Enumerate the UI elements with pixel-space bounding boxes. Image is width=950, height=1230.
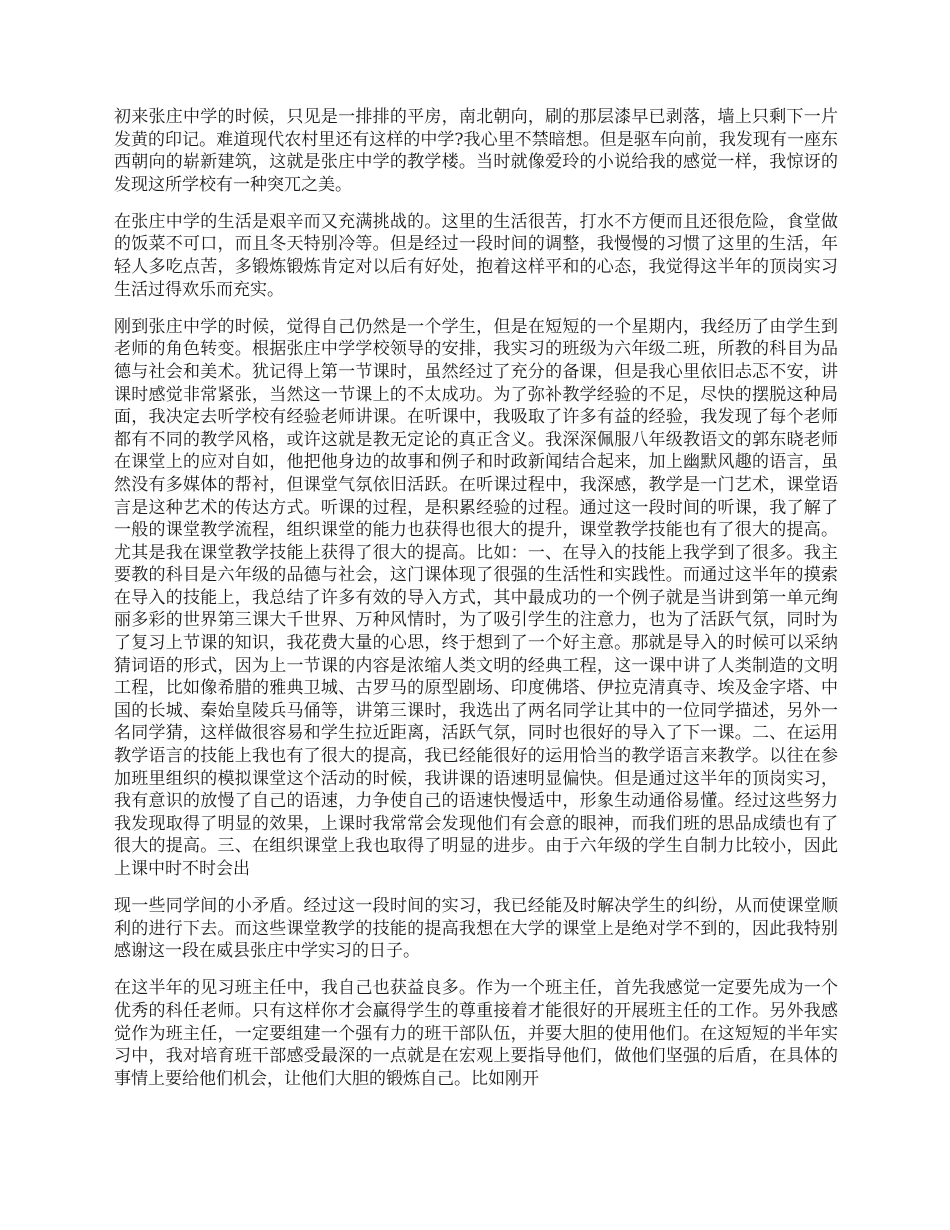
paragraph-arrival: 初来张庄中学的时候，只见是一排排的平房，南北朝向，刷的那层漆早已剥落，墙上只剩下一片发黄的印记。难道现代农村里还有这样的中学?我心里不禁暗想。但是驱车向前，我发现有一座东西朝向的崭新建筑，这就是张庄中学的教学楼。当时就像爱玲的小说给我的感觉一样，我惊讶的发现这所学校有一种突兀之美。 [114, 107, 838, 195]
paragraph-teaching-skills: 刚到张庄中学的时候，觉得自己仍然是一个学生，但是在短短的一个星期内，我经历了由学生到老师的角色转变。根据张庄中学学校领导的安排，我实习的班级为六年级二班，所教的科目为品德与社会和美术。犹记得上第一节课时，虽然经过了充分的备课，但是我心里依旧忐忑不安，讲课时感觉非常紧张，当然这一节课上的不太成功。为了弥补教学经验的不足，尽快的摆脱这种局面，我决定去听学校有经验老师讲课。在听课中，我吸取了许多有益的经验，我发现了每个老师都有不同的教学风格，或许这就是教无定论的真正含义。我深深佩服八年级教语文的郭东晓老师在课堂上的应对自如，他把他身边的故事和例子和时政新闻结合起来，加上幽默风趣的语言，虽然没有多媒体的帮衬，但课堂气氛依旧活跃。在听课过程中，我深感，教学是一门艺术，课堂语言是这种艺术的传达方式。听课的过程，是积累经验的过程。通过这一段时间的听课，我了解了一般的课堂教学流程，组织课堂的能力也获得也很大的提升，课堂教学技能也有了很大的提高。尤其是我在课堂教学技能上获得了很大的提高。比如：一、在导入的技能上我学到了很多。我主要教的科目是六年级的品德与社会，这门课体现了很强的生活性和实践性。而通过这半年的摸索在导入的技能上，我总结了许多有效的导入方式，其中最成功的一个例子就是当讲到第一单元绚丽多彩的世界第三课大千世界、万种风情时，为了吸引学生的注意力，也为了活跃气氛，同时为了复习上节课的知识，我花费大量的心思，终于想到了一个好主意。那就是导入的时候可以采纳猜词语的形式，因为上一节课的内容是浓缩人类文明的经典工程，这一课中讲了人类制造的文明工程，比如像希腊的雅典卫城、古罗马的原型剧场、印度佛塔、伊拉克清真寺、埃及金字塔、中国的长城、秦始皇陵兵马俑等，讲第三课时，我选出了两名同学让其中的一位同学描述，另外一名同学猜，这样做很容易和学生拉近距离，活跃气氛，同时也很好的导入了下一课。二、在运用教学语言的技能上我也有了很大的提高，我已经能很好的运用恰当的教学语言来教学。以往在参加班里组织的模拟课堂这个活动的时候，我讲课的语速明显偏快。但是通过这半年的顶岗实习，我有意识的放慢了自己的语速，力争使自己的语速快慢适中，形象生动通俗易懂。经过这些努力我发现取得了明显的效果，上课时我常常会发现他们有会意的眼神，而我们班的思品成绩也有了很大的提高。三、在组织课堂上我也取得了明显的进步。由于六年级的学生自制力比较小，因此上课中时不时会出 [114, 316, 838, 879]
paragraph-school-life: 在张庄中学的生活是艰辛而又充满挑战的。这里的生活很苦，打水不方便而且还很危险，食堂做的饭菜不可口，而且冬天特别冷等。但是经过一段时间的调整，我慢慢的习惯了这里的生活，年轻人多吃点苦，多锻炼锻炼肯定对以后有好处，抱着这样平和的心态，我觉得这半年的顶岗实习生活过得欢乐而充实。 [114, 211, 838, 300]
document-body [114, 106, 838, 1105]
paragraph-head-teacher: 在这半年的见习班主任中，我自己也获益良多。作为一个班主任，首先我感觉一定要先成为一个优秀的科任老师。只有这样你才会赢得学生的尊重接着才能很好的开展班主任的工作。另外我感觉作为班主任，一定要组建一个强有力的班干部队伍，并要大胆的使用他们。在这短短的半年实习中，我对培育班干部感受最深的一点就是在宏观上要指导他们，做他们坚强的后盾，在具体的事情上要给他们机会，让他们大胆的锻炼自己。比如刚开 [114, 978, 838, 1089]
paragraph-classroom-management: 现一些同学间的小矛盾。经过这一段时间的实习，我已经能及时解决学生的纠纷，从而使课堂顺利的进行下去。而这些课堂教学的技能的提高我想在大学的课堂上是绝对学不到的，因此我特别感谢这一段在威县张庄中学实习的日子。 [114, 896, 838, 962]
